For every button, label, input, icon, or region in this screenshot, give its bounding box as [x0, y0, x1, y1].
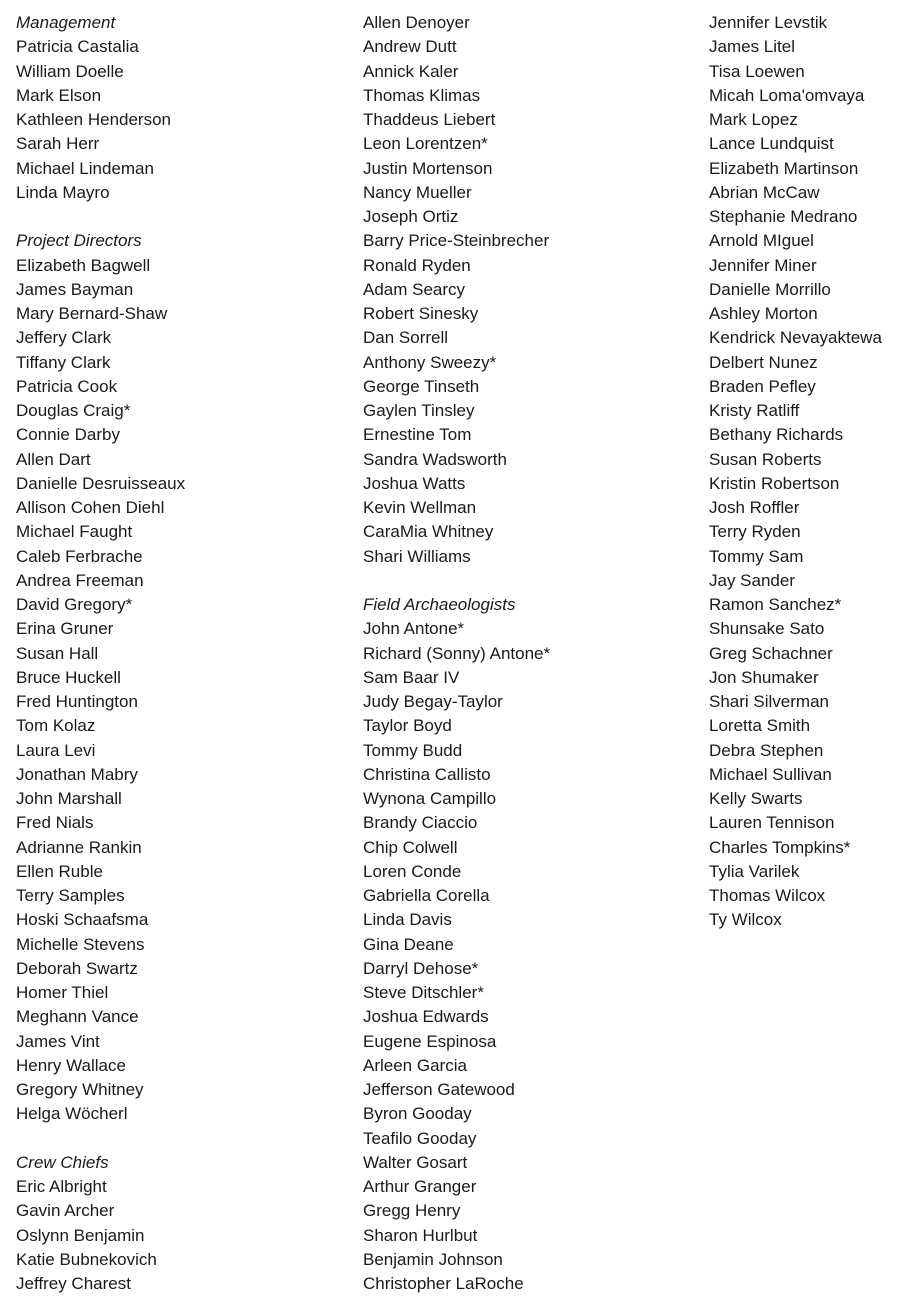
staff-name: Justin Mortenson — [363, 158, 493, 178]
staff-name: Steve Ditschler* — [363, 983, 484, 1002]
staff-name: Christopher LaRoche — [363, 1274, 524, 1293]
column-2 — [363, 11, 693, 1296]
staff-name: Arnold MIguel — [709, 231, 814, 251]
staff-name: Terry Ryden — [709, 522, 801, 542]
staff-name: John Marshall — [16, 789, 122, 808]
staff-name: Chip Colwell — [363, 837, 458, 857]
staff-name: Tommy Budd — [363, 740, 463, 760]
staff-name: Ashley Morton — [709, 304, 818, 323]
staff-name: Sarah Herr — [16, 134, 100, 154]
staff-name: Allen Denoyer — [363, 13, 470, 32]
staff-name: Bethany Richards — [709, 425, 844, 445]
staff-name: Caleb Ferbrache — [16, 546, 143, 566]
staff-name: Joseph Ortiz — [363, 207, 459, 226]
staff-name: Lance Lundquist — [709, 134, 834, 154]
staff-name: Arleen Garcia — [363, 1055, 467, 1075]
staff-name: Thomas Wilcox — [709, 886, 826, 905]
staff-name: Adam Searcy — [363, 279, 466, 299]
staff-name: Terry Samples — [16, 886, 125, 905]
staff-name: James Bayman — [16, 279, 134, 299]
staff-name: Leon Lorentzen* — [363, 134, 488, 154]
staff-name: Gabriella Corella — [363, 886, 490, 905]
staff-name: Michael Lindeman — [16, 158, 154, 178]
staff-name: Deborah Swartz — [16, 958, 138, 978]
staff-name: Shari Williams — [363, 546, 471, 566]
staff-name: Arthur Granger — [363, 1177, 477, 1196]
staff-name: Loren Conde — [363, 861, 462, 881]
section-spacer — [16, 205, 346, 229]
staff-name: Laura Levi — [16, 740, 96, 760]
staff-name: Eric Albright — [16, 1177, 107, 1196]
staff-name: Byron Gooday — [363, 1104, 472, 1124]
staff-name: George Tinseth — [363, 376, 480, 396]
staff-name: William Doelle — [16, 61, 124, 81]
staff-name: Douglas Craig* — [16, 401, 131, 420]
staff-name: Tylia Varilek — [709, 861, 800, 881]
section-heading: Management — [16, 13, 116, 32]
staff-name: Elizabeth Martinson — [709, 158, 859, 178]
staff-name: Judy Begay-Taylor — [363, 692, 503, 711]
staff-name: Loretta Smith — [709, 716, 811, 736]
staff-name: CaraMia Whitney — [363, 522, 494, 542]
staff-name: Lauren Tennison — [709, 813, 835, 833]
section-spacer — [16, 1127, 346, 1151]
staff-name: Meghann Vance — [16, 1007, 139, 1027]
section-heading: Crew Chiefs — [16, 1152, 109, 1172]
staff-name: Richard (Sonny) Antone* — [363, 643, 551, 663]
staff-name: Tiffany Clark — [16, 352, 111, 372]
staff-name: Linda Davis — [363, 910, 452, 930]
staff-name: Susan Roberts — [709, 449, 822, 469]
staff-name: Robert Sinesky — [363, 304, 479, 323]
staff-name: Mark Lopez — [709, 110, 798, 129]
staff-name: Anthony Sweezy* — [363, 352, 497, 372]
staff-name: John Antone* — [363, 619, 465, 639]
staff-name: Wynona Campillo — [363, 789, 497, 808]
staff-name: Abrian McCaw — [709, 182, 820, 202]
staff-name: Kristin Robertson — [709, 473, 840, 493]
staff-name: Michelle Stevens — [16, 934, 145, 954]
staff-name: Walter Gosart — [363, 1152, 468, 1172]
staff-name: Braden Pefley — [709, 376, 816, 396]
staff-name: Fred Huntington — [16, 692, 138, 711]
staff-name: Adrianne Rankin — [16, 837, 142, 857]
staff-name: David Gregory* — [16, 595, 133, 614]
staff-name: Tisa Loewen — [709, 61, 805, 81]
staff-name: Susan Hall — [16, 643, 99, 663]
staff-name: Allison Cohen Diehl — [16, 498, 165, 517]
section-spacer — [363, 569, 693, 593]
staff-name: Oslynn Benjamin — [16, 1225, 145, 1245]
staff-name: Joshua Watts — [363, 473, 466, 493]
staff-name: Ty Wilcox — [709, 910, 782, 930]
staff-name: Christina Callisto — [363, 764, 491, 784]
staff-name: Hoski Schaafsma — [16, 910, 149, 930]
section-heading: Project Directors — [16, 231, 142, 251]
staff-name: Helga Wöcherl — [16, 1104, 128, 1124]
staff-name: Katie Bubnekovich — [16, 1249, 157, 1269]
staff-name: Brandy Ciaccio — [363, 813, 478, 833]
staff-name: Gregory Whitney — [16, 1080, 144, 1099]
staff-name: Darryl Dehose* — [363, 958, 479, 978]
staff-name: Tom Kolaz — [16, 716, 96, 736]
staff-name: Teafilo Gooday — [363, 1128, 477, 1148]
staff-name: Barry Price-Steinbrecher — [363, 231, 550, 251]
staff-name: Gavin Archer — [16, 1201, 115, 1221]
column-1 — [16, 11, 346, 1296]
staff-name: Sam Baar IV — [363, 667, 460, 687]
staff-name: James Litel — [709, 37, 795, 57]
staff-name: Michael Sullivan — [709, 764, 832, 784]
staff-name: Stephanie Medrano — [709, 207, 858, 226]
staff-name: Jay Sander — [709, 570, 795, 590]
staff-name: Mary Bernard-Shaw — [16, 304, 168, 323]
staff-name: Ronald Ryden — [363, 255, 471, 275]
staff-name: James Vint — [16, 1031, 100, 1051]
staff-name: Elizabeth Bagwell — [16, 255, 151, 275]
staff-name: Ramon Sanchez* — [709, 595, 842, 614]
staff-name: Gina Deane — [363, 934, 454, 954]
staff-name: Andrea Freeman — [16, 570, 144, 590]
staff-name: Andrew Dutt — [363, 37, 457, 57]
staff-name: Jennifer Miner — [709, 255, 817, 275]
staff-name: Sandra Wadsworth — [363, 449, 507, 469]
staff-name: Josh Roffler — [709, 498, 800, 517]
staff-name: Kendrick Nevayaktewa — [709, 328, 882, 348]
staff-name: Nancy Mueller — [363, 182, 472, 202]
staff-name: Sharon Hurlbut — [363, 1225, 478, 1245]
staff-name: Kevin Wellman — [363, 498, 477, 517]
staff-name: Annick Kaler — [363, 61, 459, 81]
staff-name: Greg Schachner — [709, 643, 833, 663]
staff-name: Delbert Nunez — [709, 352, 818, 372]
staff-name: Danielle Morrillo — [709, 279, 831, 299]
staff-name: Gaylen Tinsley — [363, 401, 475, 420]
staff-name: Benjamin Johnson — [363, 1249, 503, 1269]
staff-name: Michael Faught — [16, 522, 133, 542]
staff-name: Erina Gruner — [16, 619, 114, 639]
staff-name: Gregg Henry — [363, 1201, 461, 1221]
staff-name: Tommy Sam — [709, 546, 804, 566]
staff-name: Ernestine Tom — [363, 425, 472, 445]
staff-name: Jon Shumaker — [709, 667, 819, 687]
staff-name: Jeffery Clark — [16, 328, 112, 348]
staff-name: Jeffrey Charest — [16, 1274, 131, 1293]
staff-name: Homer Thiel — [16, 983, 109, 1002]
staff-name: Shari Silverman — [709, 692, 829, 711]
staff-name: Patricia Cook — [16, 376, 118, 396]
staff-name: Kelly Swarts — [709, 789, 803, 808]
staff-name: Allen Dart — [16, 449, 91, 469]
staff-name: Danielle Desruisseaux — [16, 473, 186, 493]
staff-name: Thaddeus Liebert — [363, 110, 496, 129]
staff-name: Linda Mayro — [16, 182, 110, 202]
staff-name: Thomas Klimas — [363, 85, 481, 105]
staff-name: Jennifer Levstik — [709, 13, 828, 32]
staff-name: Eugene Espinosa — [363, 1031, 497, 1051]
staff-name: Connie Darby — [16, 425, 120, 445]
staff-name: Bruce Huckell — [16, 667, 121, 687]
staff-name: Jonathan Mabry — [16, 764, 138, 784]
staff-name: Mark Elson — [16, 85, 102, 105]
staff-name: Kristy Ratliff — [709, 401, 800, 420]
staff-name: Kathleen Henderson — [16, 110, 172, 129]
staff-name: Henry Wallace — [16, 1055, 126, 1075]
staff-name: Micah Loma'omvaya — [709, 85, 865, 105]
staff-name: Ellen Ruble — [16, 861, 103, 881]
staff-name: Dan Sorrell — [363, 328, 449, 348]
staff-name: Fred Nials — [16, 813, 94, 833]
staff-name: Joshua Edwards — [363, 1007, 489, 1027]
staff-name: Patricia Castalia — [16, 37, 139, 57]
column-3 — [709, 11, 908, 933]
staff-name: Charles Tompkins* — [709, 837, 851, 857]
section-heading: Field Archaeologists — [363, 595, 516, 614]
staff-name: Taylor Boyd — [363, 716, 452, 736]
staff-name: Jefferson Gatewood — [363, 1080, 515, 1099]
staff-name: Debra Stephen — [709, 740, 824, 760]
staff-name: Shunsake Sato — [709, 619, 825, 639]
